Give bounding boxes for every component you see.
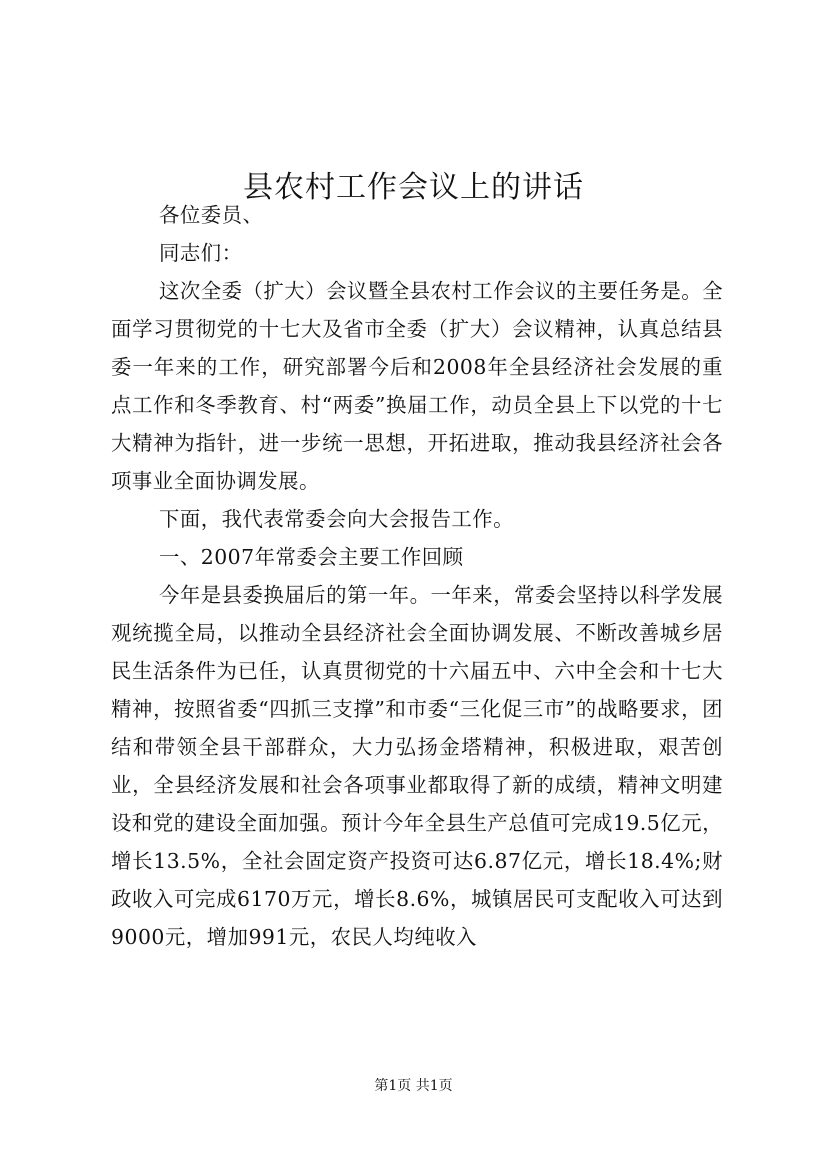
body-paragraph: 下面，我代表常委会向大会报告工作。 <box>158 507 515 531</box>
salutation-line: 各位委员、 <box>158 203 264 227</box>
document-title: 县农村工作会议上的讲话 <box>243 170 584 206</box>
salutation-line: 同志们： <box>158 241 243 265</box>
body-paragraph: 这次全委（扩大）会议暨全县农村工作会议的主要任务是。全面学习贯彻党的十七大及省市全委（扩大）会议精神，认真总结县委一年来的工作，研究部署今后和2008年全县经济社会发展的重点工作和冬季教育、村“两委”换届工作，动员全县上下以党的十七大精神为指针，进一步统一思想，开拓进取，推动我县经济社会各项事业全面协调发展。 <box>111 279 723 493</box>
section-heading: 一、2007年常委会主要工作回顾 <box>158 545 464 569</box>
page-footer: 第1页 共1页 <box>374 1078 453 1094</box>
body-paragraph: 今年是县委换届后的第一年。一年来，常委会坚持以科学发展观统揽全局，以推动全县经济社会全面协调发展、不断改善城乡居民生活条件为已任，认真贯彻党的十六届五中、六中全会和十七大精神，按照省委“四抓三支撑”和市委“三化促三市”的战略要求，团结和带领全县干部群众，大力弘扬金塔精神，积极进取，艰苦创业，全县经济发展和社会各项事业都取得了新的成绩，精神文明建设和党的建设全面加强。预计今年全县生产总值可完成19.5亿元，增长13.5%，全社会固定资产投资可达6.87亿元，增长18.4%;财政收入可完成6170万元，增长8.6%，城镇居民可支配收入可达到9000元，增加991元，农民人均纯收入 <box>111 583 723 949</box>
document-body <box>111 196 723 956</box>
